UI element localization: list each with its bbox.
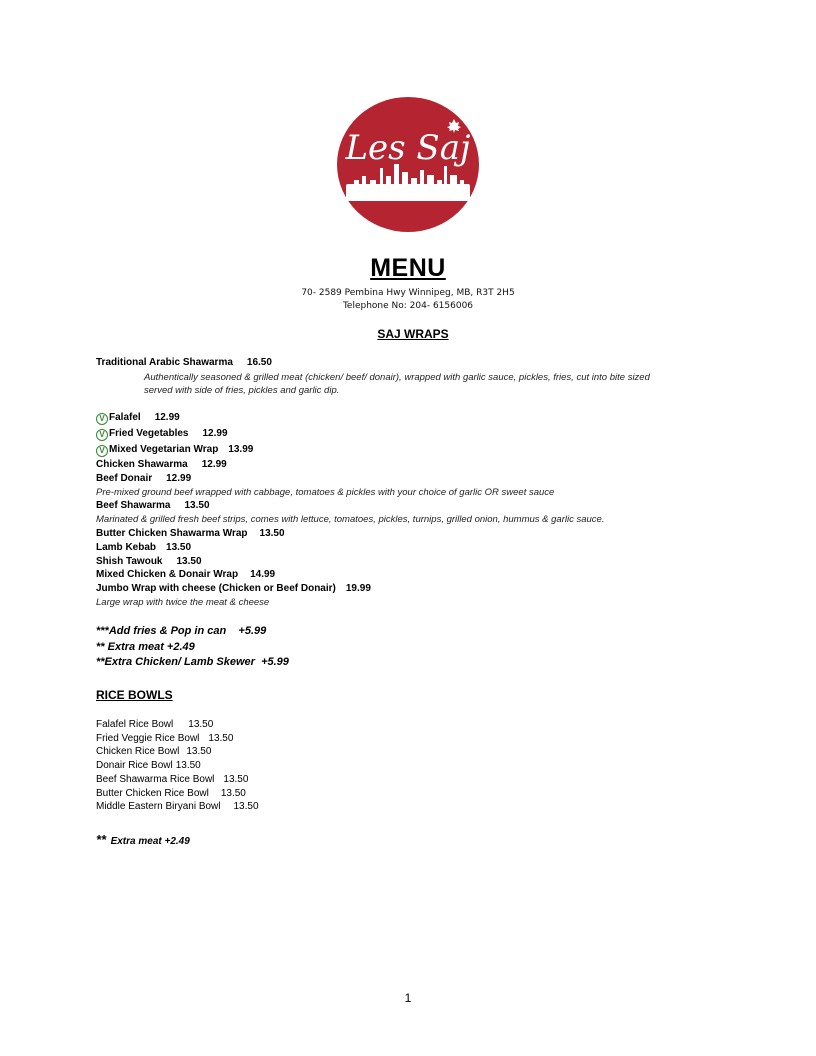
rice-extra-meat xyxy=(96,831,190,849)
menu-item-traditional xyxy=(96,356,272,370)
item-name: Shish Tawouk xyxy=(96,556,163,567)
menu-item-beef-donair xyxy=(96,472,191,486)
item-name: Lamb Kebab xyxy=(96,542,157,553)
item-name: Chicken Shawarma xyxy=(96,459,188,470)
menu-item-lamb-kebab xyxy=(96,541,191,555)
item-name: Beef Shawarma xyxy=(96,500,171,511)
menu-item-jumbo-wrap xyxy=(96,582,371,596)
rice-bowl-item xyxy=(96,759,201,773)
item-price: 13.50 xyxy=(175,760,201,771)
telephone: Telephone No: 204- 6156006 xyxy=(342,301,474,311)
item-price: 13.50 xyxy=(220,788,246,799)
menu-item-fried-vegetables xyxy=(96,427,228,441)
item-name: Butter Chicken Shawarma Wrap xyxy=(96,528,248,539)
item-price: 13.50 xyxy=(259,528,285,539)
logo-text: Les Saj xyxy=(345,128,471,168)
item-price: 13.50 xyxy=(176,556,202,567)
extra-meat: ** Extra meat +2.49 xyxy=(96,641,195,653)
extra-prefix: ** xyxy=(96,832,107,847)
item-name: Mixed Vegetarian Wrap xyxy=(109,444,219,455)
item-price: 19.99 xyxy=(345,583,371,594)
item-name: Traditional Arabic Shawarma xyxy=(96,357,233,368)
item-name: Beef Donair xyxy=(96,473,153,484)
item-name: Donair Rice Bowl xyxy=(96,760,173,771)
extra-skewer: **Extra Chicken/ Lamb Skewer +5.99 xyxy=(96,656,289,668)
item-price: 12.99 xyxy=(201,459,227,470)
item-name: Middle Eastern Biryani Bowl xyxy=(96,801,221,812)
address: 70- 2589 Pembina Hwy Winnipeg, MB, R3T 2H5 xyxy=(301,288,515,298)
item-price: 13.50 xyxy=(208,733,234,744)
item-price: 13.50 xyxy=(186,746,212,757)
rice-bowl-item xyxy=(96,773,248,787)
item-price: 13.50 xyxy=(223,774,249,785)
menu-item-mixed-vegetarian xyxy=(96,443,253,457)
les-saj-logo xyxy=(336,96,480,233)
menu-item-mixed-chicken-donair xyxy=(96,568,275,582)
item-name: Jumbo Wrap with cheese (Chicken or Beef Donair) xyxy=(96,583,336,594)
item-name: Beef Shawarma Rice Bowl xyxy=(96,774,215,785)
item-price: 12.99 xyxy=(202,428,228,439)
item-price: 16.50 xyxy=(246,357,272,368)
menu-item-shish-tawouk xyxy=(96,555,202,569)
extra-text: Extra meat +2.49 xyxy=(110,836,190,847)
item-description: Authentically seasoned & grilled meat (chicken/ beef/ donair), wrapped with garlic sauce, pickles, fries, cut into bite sized xyxy=(144,372,650,383)
item-price: 14.99 xyxy=(250,569,276,580)
item-name: Mixed Chicken & Donair Wrap xyxy=(96,569,239,580)
item-price: 12.99 xyxy=(166,473,192,484)
item-description: Pre-mixed ground beef wrapped with cabbage, tomatoes & pickles with your choice of garlic OR sweet sauce xyxy=(96,487,555,498)
extra-fries-pop: ***Add fries & Pop in can +5.99 xyxy=(96,625,267,637)
rice-bowl-item xyxy=(96,718,213,732)
item-name: Butter Chicken Rice Bowl xyxy=(96,788,209,799)
page-title: MENU xyxy=(370,254,446,282)
vegetarian-icon: V xyxy=(96,429,108,441)
item-price: 13.50 xyxy=(184,500,210,511)
item-price: 13.99 xyxy=(228,444,254,455)
item-name: Fried Vegetables xyxy=(109,428,189,439)
item-price: 13.50 xyxy=(188,719,214,730)
menu-item-beef-shawarma xyxy=(96,499,210,513)
rice-bowl-item xyxy=(96,787,246,801)
vegetarian-icon: V xyxy=(96,445,108,457)
item-description: served with side of fries, pickles and garlic dip. xyxy=(144,385,340,396)
item-price: 12.99 xyxy=(154,412,180,423)
item-name: Chicken Rice Bowl xyxy=(96,746,180,757)
rice-bowl-item xyxy=(96,732,233,746)
saj-wraps-heading: SAJ WRAPS xyxy=(377,327,449,341)
rice-bowl-item xyxy=(96,800,259,814)
item-name: Falafel xyxy=(109,412,141,423)
item-price: 13.50 xyxy=(233,801,259,812)
page-number: 1 xyxy=(404,991,412,1005)
vegetarian-icon: V xyxy=(96,413,108,425)
menu-item-chicken-shawarma xyxy=(96,458,227,472)
item-price: 13.50 xyxy=(166,542,192,553)
menu-item-butter-chicken xyxy=(96,527,285,541)
rice-bowl-item xyxy=(96,745,211,759)
rice-bowls-heading: RICE BOWLS xyxy=(96,688,173,702)
menu-item-falafel xyxy=(96,411,180,425)
item-description: Large wrap with twice the meat & cheese xyxy=(96,597,270,608)
item-name: Fried Veggie Rice Bowl xyxy=(96,733,200,744)
item-description: Marinated & grilled fresh beef strips, comes with lettuce, tomatoes, pickles, turnips, grilled onion, hummus & garlic sauce. xyxy=(96,514,605,525)
item-name: Falafel Rice Bowl xyxy=(96,719,174,730)
